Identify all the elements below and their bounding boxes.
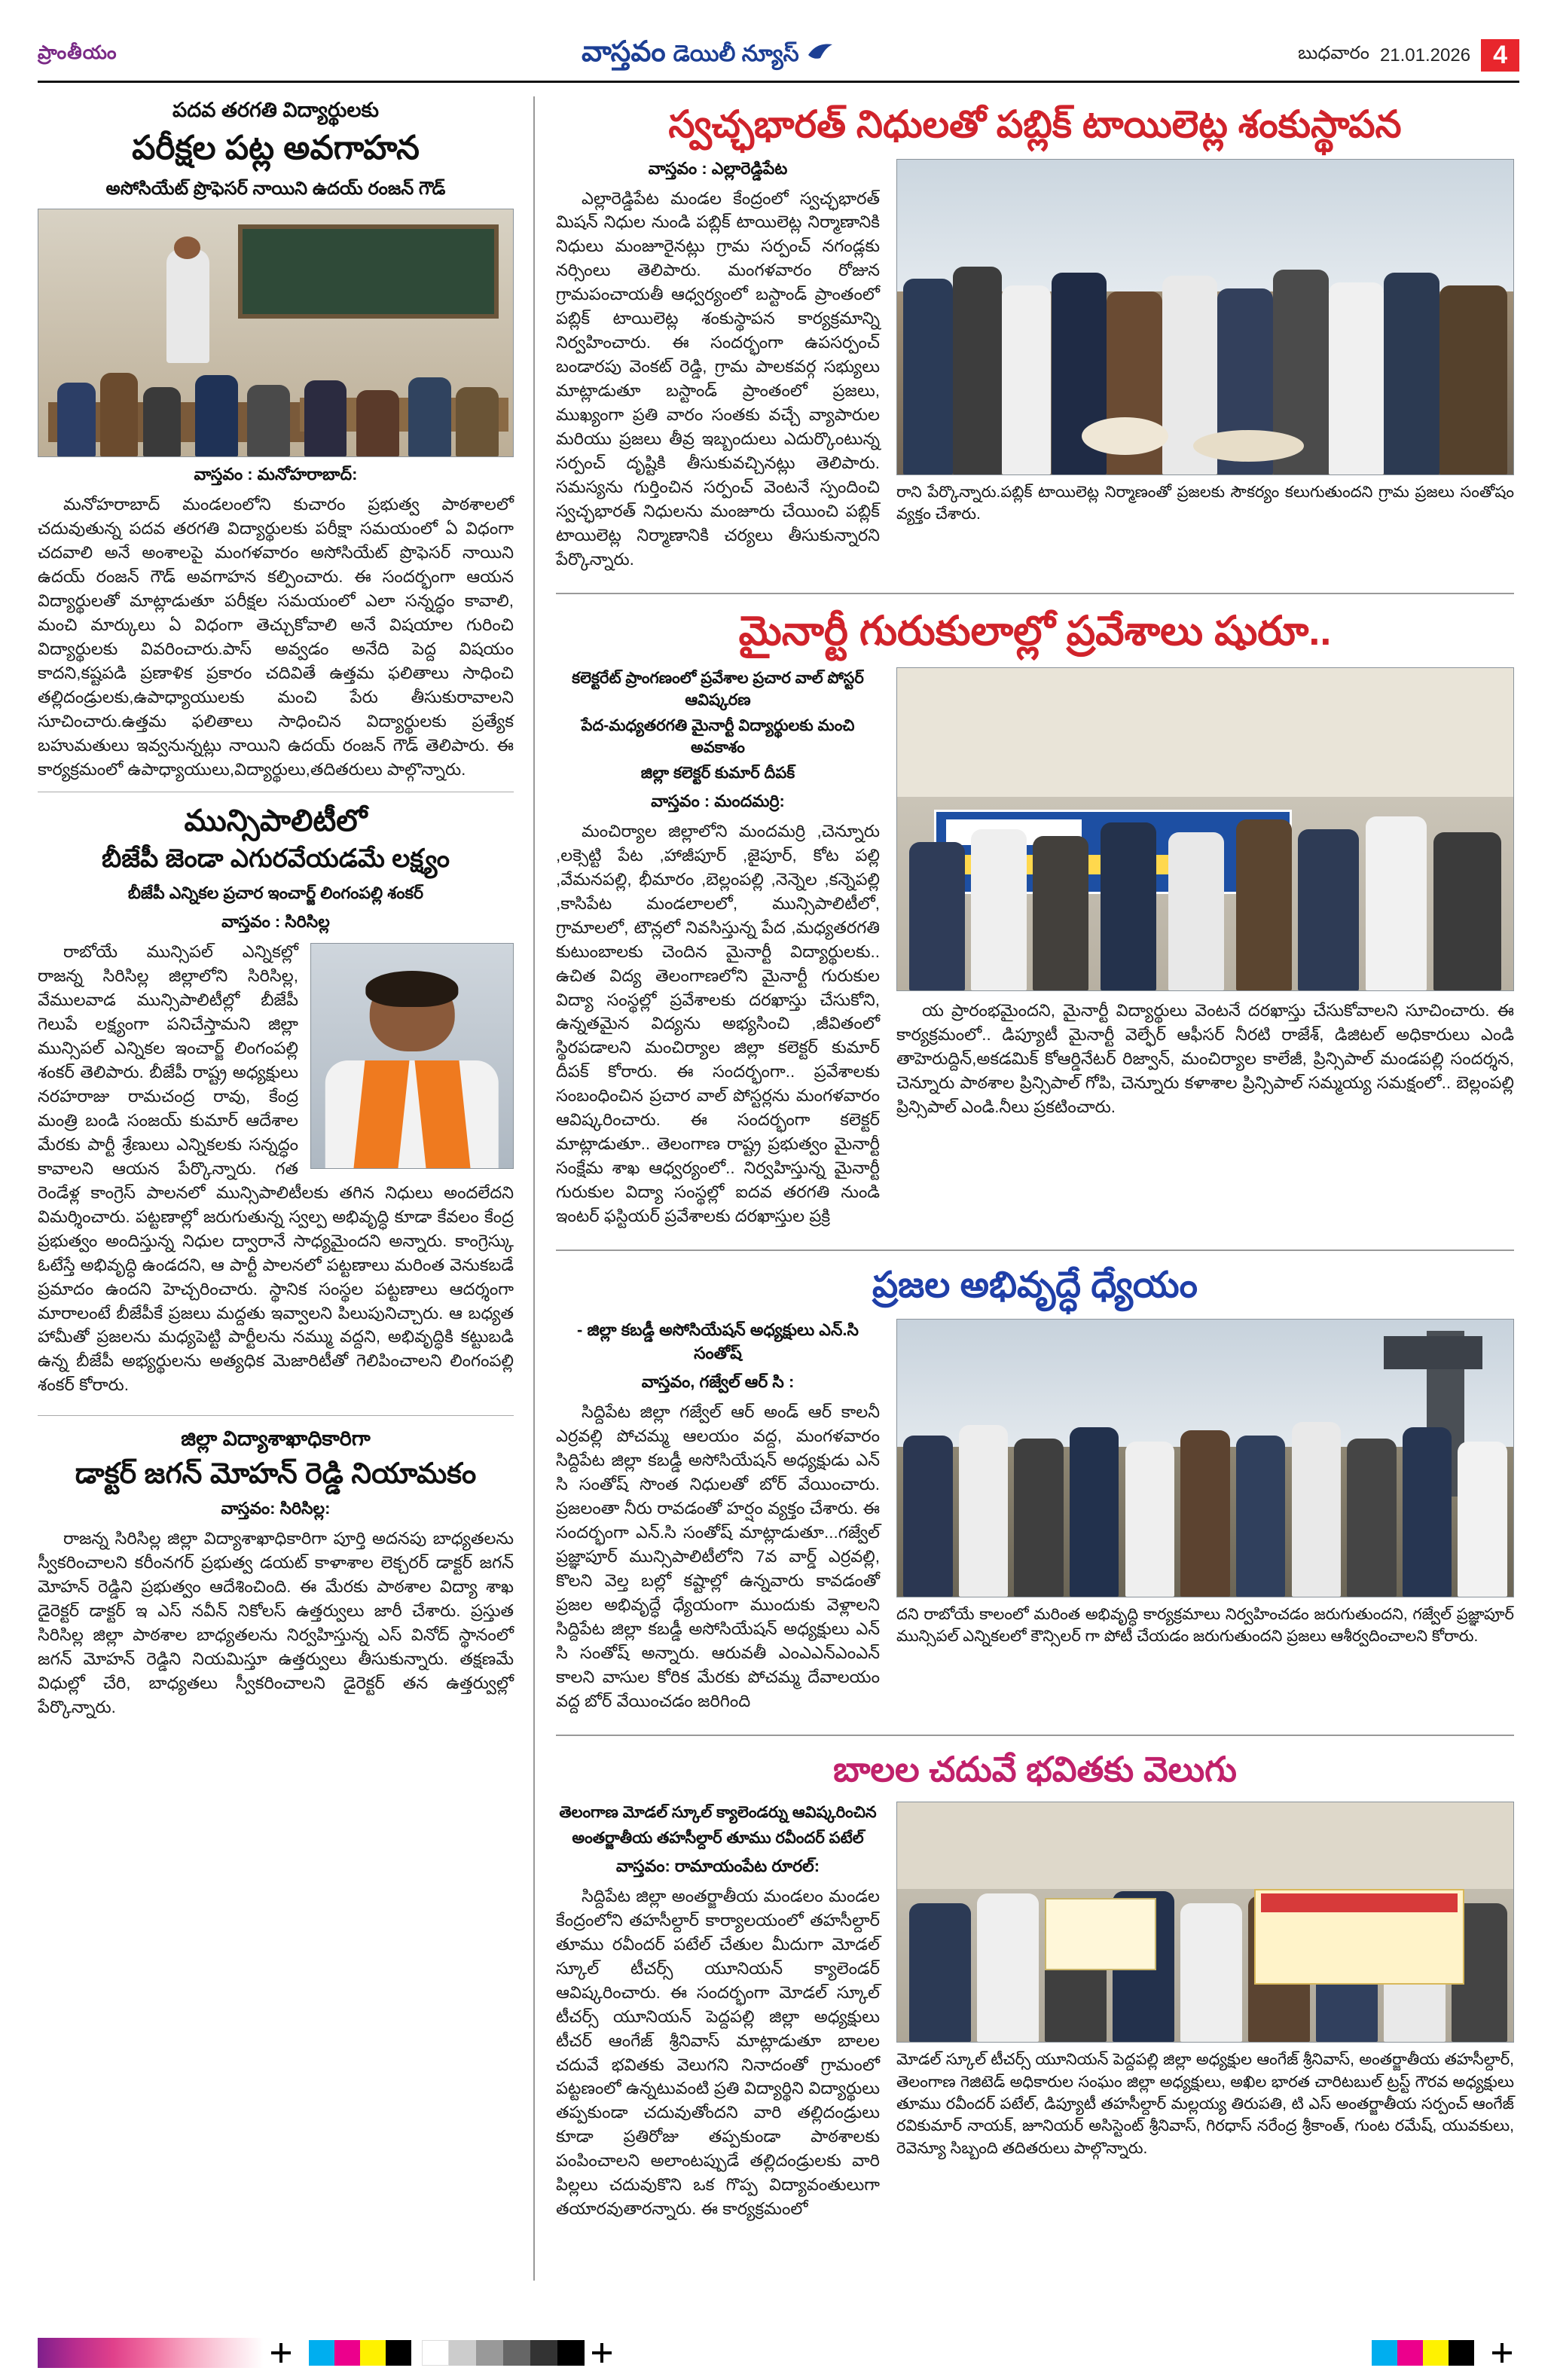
article-minority-gurukul bbox=[556, 606, 1514, 1236]
gray-ramp bbox=[422, 2340, 585, 2366]
photo-foundation-ceremony bbox=[896, 159, 1514, 475]
photo-caption: మోడల్ స్కూల్ టీచర్స్ యూనియన్ పెద్దపల్లి జిల్లా అధ్యక్షుల ఆంగేజ్ శ్రీనివాస్, అంతర్జాతీయ తహసీల్దార్, తెలంగాణ గెజిటెడ్ అధికారుల సంఘం జిల్లా అధ్యక్షులు, అఖిల భారత చారిటబుల్ ట్రస్ట్ గౌరవ అధ్యక్షులు తూము రవీందర్ పటేల్, డిప్యూటీ తహసీల్దార్ మల్లయ్య తిరుపతి, టి ఎస్ అంతర్జాతీయ సర్పంచ్ ఆంగేజ్ రవికుమార్ నాయక్, జూనియర్ అసిస్టెంట్ శ్రీనివాస్, గిరధాస్ నరేంద్ర శ్రీకాంత్, గుంట రమేష్, యువకులు, రెవెన్యూ సిబ్బంది తదితరులు పాల్గొన్నారు. bbox=[896, 2051, 1514, 2157]
article-kicker: జిల్లా విద్యాశాఖాధికారిగా bbox=[181, 1427, 371, 1451]
article-dateline: వాస్తవం, గజ్వేల్ ఆర్ సి : bbox=[641, 1372, 795, 1392]
article-subhead-3: జిల్లా కలెక్టర్ కుమార్ దీపక్ bbox=[640, 764, 795, 782]
article-headline-line2: బీజేపీ జెండా ఎగురవేయడమే లక్ష్యం bbox=[101, 844, 450, 874]
article-childrens-education bbox=[556, 1748, 1514, 2229]
article-headline: పరీక్షల పట్ల అవగాహన bbox=[132, 130, 420, 167]
article-body-continued: య ప్రారంభమైందని, మైనార్టీ విద్యార్థులు వెంటనే దరఖాస్తు చేసుకోవాలని సూచించారు. ఈ కార్యక్రమంలో.. డిప్యూటీ మైనార్టీ వెల్ఫేర్ ఆఫీసర్ నీరటి రాజేశ్, డిజిటల్ అధికారులు ఎండి తాహెరుద్దిన్,అకడమిక్ కోఆర్డినేటర్ రిజ్వాన్, మంచిర్యాల కాలేజీ, ప్రిన్సిపాల్ మండపల్లి సందర్శన, చెన్నూరు పాఠశాల ప్రిన్సిపాల్ గోపి, చెన్నూరు కళాశాల ప్రిన్సిపాల్ సమ్మయ్య సమక్షంలో.. బెల్లంపల్లి ప్రిన్సిపాల్ ఎండి.నీలు ప్రకటించారు. bbox=[896, 1001, 1514, 1116]
cmyk-swatches-left bbox=[309, 2340, 411, 2366]
article-headline: బాలల చదువే భవితకు వెలుగు bbox=[833, 1749, 1237, 1789]
section-tag: ప్రాంతీయం bbox=[38, 42, 118, 63]
article-dateline: వాస్తవం : మందమర్రి: bbox=[651, 791, 785, 810]
article-peoples-development bbox=[556, 1263, 1514, 1721]
registration-mark-icon-3 bbox=[1492, 2343, 1512, 2363]
article-deo-appointment bbox=[38, 1425, 514, 1719]
article-headline-line1: మున్సిపాలిటీలో bbox=[184, 804, 368, 838]
article-dateline: వాస్తవం: రామాయంపేట రూరల్: bbox=[615, 1856, 820, 1875]
article-headline: మైనార్టీ గురుకులాల్లో ప్రవేశాలు షురూ.. bbox=[738, 608, 1332, 654]
right-column bbox=[535, 96, 1514, 2281]
date-label: 21.01.2026 bbox=[1379, 44, 1471, 66]
photo-caption: రాని పేర్కొన్నారు.పబ్లిక్ టాయిలెట్ల నిర్మాణంతో ప్రజలకు సౌకర్యం కలుగుతుందని గ్రామ ప్రజలు సంతోషం వ్యక్తం చేశారు. bbox=[896, 483, 1514, 523]
divider bbox=[556, 593, 1514, 594]
photo-borewell-inauguration bbox=[896, 1319, 1514, 1597]
article-body: రాజన్న సిరిసిల్ల జిల్లా విద్యాశాఖాధికారిగా పూర్తి అదనపు బాధ్యతలను స్వీకరించాలని కరీంనగర్ ప్రభుత్వ డయట్ కాళాశాల లెక్చరర్ డాక్టర్ జగన్ మోహన్ రెడ్డిని ప్రభుత్వం ఆదేశించింది. ఈ మేరకు పాఠశాల విద్యా శాఖ డైరెక్టర్ డాక్టర్ ఇ ఎస్ నవీన్ నికోలస్ ఉత్తర్వులు జారీ చేశారు. ప్రస్తుత సిరిసిల్ల జిల్లా పాఠశాల బాధ్యతలను నిర్వహిస్తున్న ఎస్ వినోద్ స్థానంలో జగన్ మోహన్ రెడ్డిని నియమిస్తూ ఉత్తర్వులు తీసుకున్నారు. తక్షణమే విధుల్లో చేరి, బాధ్యతలు స్వీకరించాలని డైరెక్టర్ తన ఉత్తర్వుల్లో పేర్కొన్నారు. bbox=[38, 1529, 514, 1716]
article-subhead-1: తెలంగాణ మోడల్ స్కూల్ క్యాలెండర్ను ఆవిష్కరించిన bbox=[559, 1804, 877, 1822]
weekday-label: బుధవారం bbox=[1298, 43, 1369, 63]
article-public-toilets bbox=[556, 101, 1514, 579]
article-body: మంచిర్యాల జిల్లాలోని మందమర్రి ,చెన్నూరు ,లక్సెట్టి పేట ,హాజీపూర్ ,జైపూర్, కోట పల్లి ,వేమనపల్లి, భీమారం ,బెల్లంపల్లి ,నెన్నెల ,కన్నెపల్లి ,కాసిపేట మండలాలలో, మున్సిపాలిటీలో, గ్రామాలలో, టౌన్లలో నివసిస్తున్న పేద ,మధ్యతరగతి కుటుంబాలకు చెందిన మైనార్టీ విద్యార్థులకు.. ఉచిత విద్య తెలంగాణలోని మైనార్టీ గురుకుల విద్యా సంస్థల్లో ప్రవేశాలకు దరఖాస్తు చేసుకోని, ఉన్నతమైన విద్యను అభ్యసించి ,జీవితంలో స్థిరపడాలని మంచిర్యాల జిల్లా కలెక్టర్ కుమార్ దీపక్ కోరారు. ఈ సందర్భంగా.. ప్రవేశాలకు సంబంధించిన ప్రచార వాల్ పోస్టర్లను మంగళవారం ఆవిష్కరించారు. ఈ సందర్భంగా కలెక్టర్ మాట్లాడుతూ.. తెలంగాణ రాష్ట్ర ప్రభుత్వం మైనార్టీ సంక్షేమ శాఖ ఆధ్వర్యంలో.. నిర్వహిస్తున్న మైనార్టీ గురుకుల విద్యా సంస్థల్లో ఐదవ తరగతి నుండి ఇంటర్ ఫస్టియర్ ప్రవేశాలకు దరఖాస్తుల ప్రక్రి bbox=[556, 821, 880, 1225]
divider bbox=[556, 1735, 1514, 1736]
bird-icon bbox=[807, 41, 834, 61]
article-subhead: అసోసియేట్ ప్రొఫెసర్ నాయిని ఉదయ్ రంజన్ గౌడ్ bbox=[105, 178, 446, 199]
article-headline: ప్రజల అభివృద్ధే ధ్యేయం bbox=[872, 1265, 1198, 1305]
article-dateline: వాస్తవం : సిరిసిల్ల bbox=[221, 912, 330, 932]
photo-poster-release bbox=[896, 667, 1514, 991]
article-headline: డాక్టర్ జగన్ మోహన్ రెడ్డి నియామకం bbox=[75, 1457, 477, 1490]
photo-calendar-release bbox=[896, 1802, 1514, 2043]
article-body: రాబోయే మున్సిపల్ ఎన్నికల్లో రాజన్న సిరిసిల్ల జిల్లాలోని సిరిసిల్ల, వేములవాడ మున్సిపాలిటీల్లో బీజేపీ గెలుపే లక్ష్యంగా పనిచేస్తామని జిల్లా మున్సిపల్ ఎన్నికల ఇంచార్జ్ లింగంపల్లి శంకర్ తెలిపారు. బీజేపీ రాష్ట్ర అధ్యక్షులు నరహరాజు రామచంద్ర రావు, కేంద్ర మంత్రి బండి సంజయ్ కుమార్ ఆదేశాల మేరకు పార్టీ శ్రేణులు ఎన్నికలకు సన్నద్ధం కావాలని ఆయన పేర్కొన్నారు. గత రెండేళ్ల కాంగ్రెస్ పాలనలో మున్సిపాలిటీలకు తగిన నిధులు అందలేదని విమర్శించారు. పట్టణాల్లో జరుగుతున్న స్వల్ప అభివృద్ధి కూడా కేవలం కేంద్ర ప్రభుత్వం అందిస్తున్న నిధుల ద్వారానే సాధ్యమైందని అన్నారు. కాంగ్రెస్కు ఓటేస్తే అభివృద్ధి ఉండదని, ఆ పార్టీ పాలనలో పట్టణాలు మరింత వెనుకబడే ప్రమాదం ఉందని హెచ్చరించారు. స్థానిక సంస్థల పట్టణాలు ఆదర్శంగా మారాలంటే బీజేపీకే ప్రజలు మద్దతు ఇవ్వాలని పిలుపునిచ్చారు. ఆ బధ్యత హామీతో ప్రజలను మధ్యపెట్టి పార్టీలను నమ్ము వద్దని, అభివృద్ధికి కట్టుబడి ఉన్న బీజేపీ అభ్యర్థులను అత్యధిక మెజారిటీతో గెలిపించాలని లింగంపల్లి శంకర్ కోరారు. bbox=[38, 942, 514, 1395]
registration-mark-icon bbox=[271, 2343, 291, 2363]
page-number: 4 bbox=[1481, 39, 1519, 72]
article-dateline: వాస్తవం : మనోహరాబాద్: bbox=[194, 465, 358, 484]
article-body: సిద్దిపేట జిల్లా గజ్వేల్ ఆర్ అండ్ ఆర్ కాలనీ ఎర్రవల్లి పోచమ్మ ఆలయం వద్ద, మంగళవారం సిద్దిపేట జిల్లా కబడ్డీ అసోసియేషన్ అధ్యక్షుడు ఎన్ సి సంతోష్ సొంత నిధులతో బోర్ వేయించారు. ప్రజలంతా నీరు రావడంతో హర్షం వ్యక్తం చేశారు. ఈ సందర్భంగా ఎన్.సి సంతోష్ మాట్లాడుతూ...గజ్వేల్ ప్రజ్ఞాపూర్ మున్సిపాలిటీలోని 7వ వార్డ్ ఎర్రవల్లి, కొలని వెల్త బల్లో కష్టాల్లో ఉన్నవారు కావడంతో ప్రజల అభివృద్ధే ధ్యేయంగా ముందుకు వెళ్లాలని సిద్దిపేట జిల్లా కబడ్డీ అసోసియేషన్ అధ్యక్షులు ఎన్ సి సంతోష్ అన్నారు. ఆరువతీ ఎంఎఎన్ఎంఎన్ కాలని వాసుల కోరిక మేరకు పోచమ్మ దేవాలయం వద్ద బోర్ వేయించడం జరిగింది bbox=[556, 1402, 880, 1710]
article-subhead-1: కలెక్టరేట్ ప్రాంగణంలో ప్రవేశాల ప్రచార వాల్ పోస్టర్ ఆవిష్కరణ bbox=[572, 670, 864, 709]
article-body: సిద్దిపేట జిల్లా అంతర్జాతీయ మండలం మండల కేంద్రంలోని తహసీల్దార్ కార్యాలయంలో తహసీల్దార్ తూము రవీందర్ పటేల్ చేతుల మీదుగా మోడల్ స్కూల్ టీచర్స్ యూనియన్ క్యాలెండర్ ఆవిష్కరించారు. ఈ సందర్భంగా మోడల్ స్కూల్ టీచర్స్ యూనియన్ పెద్దపల్లి జిల్లా అధ్యక్షులు టీచర్ ఆంగేజ్ శ్రీనివాస్ మాట్లాడుతూ బాలల చదువే భవితకు వెలుగని నినాదంతో గ్రామంలో పట్టణంలో ఉన్నటువంటి ప్రతి విద్యార్థిని విద్యార్థులు తప్పకుండా చదువుతోందని వారి తల్లిదండ్రులు కూడా ప్రతిరోజు తప్పకుండా పాఠశాలకు పంపించాలని అలాంటప్పుడే తల్లిదండ్రులకు వారి పిల్లలు చదువుకొని ఒక గొప్ప విద్యావంతులుగా తయారవుతారన్నారు. ఈ కార్యక్రమంలో bbox=[556, 1886, 880, 2219]
masthead bbox=[38, 30, 1519, 83]
cmyk-swatches-right bbox=[1372, 2340, 1474, 2366]
article-subhead: - జిల్లా కబడ్డీ అసోసియేషన్ అధ్యక్షులు ఎన్.సి సంతోష్ bbox=[577, 1320, 859, 1362]
article-headline: స్వచ్ఛభారత్ నిధులతో పబ్లిక్ టాయిలెట్ల శంకుస్థాపన bbox=[668, 103, 1402, 145]
masthead-date-group bbox=[1298, 39, 1519, 72]
photo-classroom bbox=[38, 209, 514, 457]
divider bbox=[38, 1415, 514, 1416]
article-dateline: వాస్తవం : ఎల్లారెడ్డిపేట bbox=[648, 158, 788, 178]
divider bbox=[556, 1250, 1514, 1251]
article-subhead-2: పేద-మధ్యతరగతి మైనార్టీ విద్యార్థులకు మంచి అవకాశం bbox=[581, 716, 855, 757]
article-kicker: పదవ తరగతి విద్యార్థులకు bbox=[172, 99, 379, 121]
masthead-title-group bbox=[582, 36, 834, 75]
gradient-swatch bbox=[38, 2338, 264, 2368]
publication-subtitle: డెయిలీ న్యూస్ bbox=[673, 41, 799, 66]
article-dateline: వాస్తవం: సిరిసిల్ల: bbox=[221, 1499, 331, 1518]
left-column bbox=[38, 96, 535, 2281]
article-subhead-2: అంతర్జాతీయ తహసీల్దార్ తూము రవీందర్ పటేల్ bbox=[572, 1829, 864, 1847]
print-calibration-bar bbox=[38, 2336, 1519, 2369]
article-exam-awareness bbox=[38, 96, 514, 781]
photo-caption: దని రాబోయే కాలంలో మరింత అభివృద్ధి కార్యక్రమాలు నిర్వహించడం జరుగుతుందని, గజ్వేల్ ప్రజ్ఞాపూర్ మున్సిపల్ ఎన్నికలలో కౌన్సిలర్ గా పోటీ చేయడం జరుగుతుందని ప్రజలు ఆశీర్వదించాలని కోరారు. bbox=[896, 1605, 1514, 1646]
article-bjp-municipal bbox=[38, 801, 514, 1405]
photo-portrait-leader bbox=[310, 943, 514, 1169]
page-content bbox=[38, 96, 1519, 2281]
article-body: ఎల్లారెడ్డిపేట మండల కేంద్రంలో స్వచ్ఛభారత్ మిషన్ నిధుల నుండి పబ్లిక్ టాయిలెట్ల నిర్మాణానికి నిధులు మంజూరైనట్లు గ్రామ సర్పంచ్ నగండ్లకు నర్సింలు తెలిపారు. మంగళవారం రోజున గ్రామపంచాయతీ ఆధ్వర్యంలో బస్టాండ్ ప్రాంతంలో పబ్లిక్ టాయిలెట్ల శంకుస్థాపన కార్యక్రమాన్ని నిర్వహించారు. ఈ సందర్భంగా ఉపసర్పంచ్ బండారపు వెంకట్ రెడ్డి, గ్రామ పాలకవర్గ సభ్యులు మాట్లాడుతూ బస్టాండ్ ప్రాంతంలో ప్రజలు, ముఖ్యంగా ప్రతి వారం సంతకు వచ్చే వ్యాపారుల మరియు ప్రజలు తీవ్ర ఇబ్బందులు ఎదుర్కొంటున్న సర్పంచ్ దృష్టికి తీసుకువచ్చినట్లు తెలిపారు. సమస్యను గుర్తించిన సర్పంచ్ వెంటనే స్పందించి స్వచ్ఛభారత్ నిధులను మంజూరు చేయించి పబ్లిక్ టాయిలెట్ల నిర్మాణానికి చర్యలు తీసుకున్నారని పేర్కొన్నారు. bbox=[556, 188, 880, 569]
publication-title: వాస్తవం bbox=[582, 35, 666, 68]
registration-mark-icon-2 bbox=[592, 2343, 612, 2363]
article-body: మనోహరాబాద్ మండలంలోని కుచారం ప్రభుత్వ పాఠశాలలో చదువుతున్న పదవ తరగతి విద్యార్థులకు పరీక్షా సమయంలో ఏ విధంగా చదవాలి అనే అంశాలపై మంగళవారం అసోసియేట్ ప్రొఫెసర్ నాయిని ఉదయ్ రంజన్ గౌడ్ అవగాహన కల్పించారు. ఈ సందర్భంగా ఆయన విద్యార్థులతో మాట్లాడుతూ పరీక్షల సమయంలో ఎలా సన్నద్ధం కావాలి, మంచి మార్కులు ఏ విధంగా తెచ్చుకోవాలి అనే విషయాల గురించి విద్యార్థులకు వివరించారు.పాస్ అవ్వడం అనేది పెద్ద విషయం కాదని,కష్టపడి ప్రణాళిక ప్రకారం చదివితే ఉత్తమ ఫలితాలు సాధించి తల్లిదండ్రులకు,ఉపాధ్యాయులకు మంచి పేరు తీసుకురావాలని సూచించారు.ఉత్తమ ఫలితాలు సాధించిన విద్యార్థులకు ప్రత్యేక బహుమతులు ఇవ్వనున్నట్లు నాయిని ఉదయ్ రంజన్ గౌడ్ తెలిపారు. ఈ కార్యక్రమంలో ఉపాధ్యాయులు,విద్యార్థులు,తదితరులు పాల్గొన్నారు. bbox=[38, 495, 514, 779]
article-subhead: బీజేపీ ఎన్నికల ప్రచార ఇంచార్జ్ లింగంపల్లి శంకర్ bbox=[127, 883, 424, 902]
